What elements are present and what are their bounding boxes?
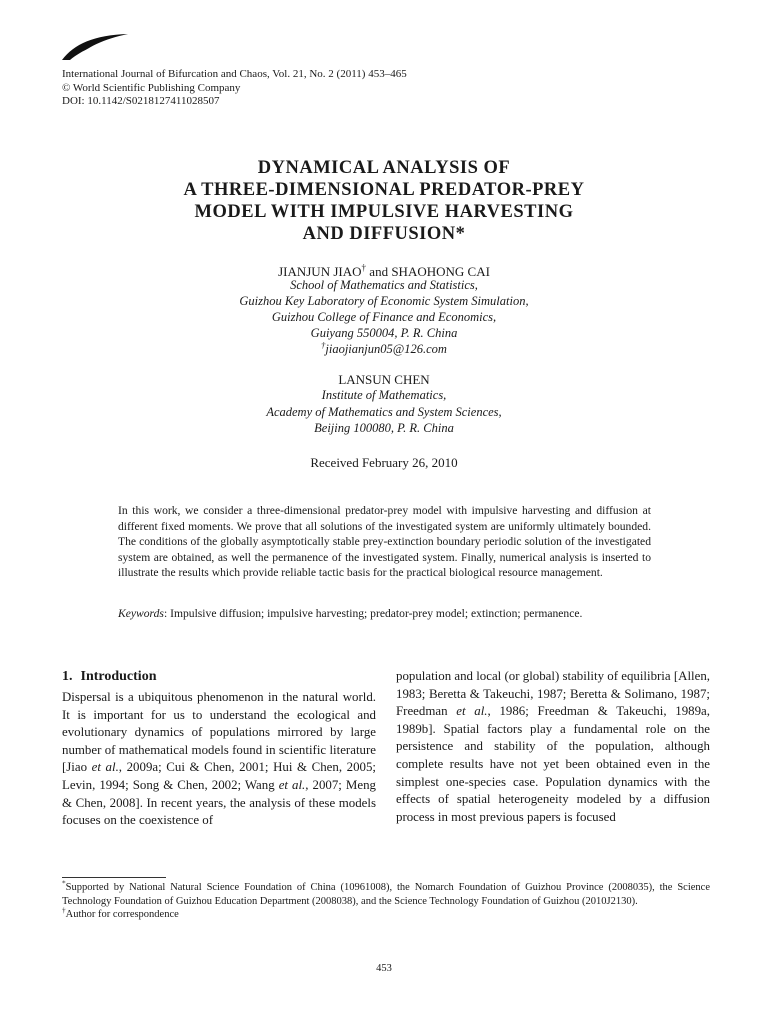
intro-paragraph-right <box>396 668 710 826</box>
email-mark-dagger: † <box>321 339 326 350</box>
intro-right-etal: et al. <box>456 704 488 719</box>
intro-left-etal-2: et al. <box>278 777 306 792</box>
keywords <box>118 606 651 622</box>
section-title: Introduction <box>80 669 157 684</box>
intro-paragraph-left <box>62 689 376 830</box>
title-line-3: MODEL WITH IMPULSIVE HARVESTING <box>194 202 574 222</box>
keywords-separator: : <box>163 607 168 620</box>
footnote-funding <box>62 878 710 908</box>
page-number: 453 <box>376 963 392 974</box>
affiliation-1-line-1: School of Mathematics and Statistics, <box>290 278 478 292</box>
intro-left-text-3: , 2007; Meng & Chen, 2008]. In recent years, the analysis of these models focuses on the coexistence of <box>62 777 376 828</box>
paper-title <box>0 157 768 245</box>
intro-right-text-2: , 1986; Freedman & Takeuchi, 1989a, 1989b]. Spatial factors play a fundamental role on the persistence and stability of the population, although complete results have not yet been obtained even in the simplest one-species case. Population dynamics with the effects of spatial heterogeneity modeled by a diffusion process in most previous papers is focused <box>396 704 710 824</box>
title-line-1: DYNAMICAL ANALYSIS OF <box>257 158 511 178</box>
affiliation-2-line-3: Beijing 100080, P. R. China <box>314 421 454 435</box>
intro-left-etal-1: et al. <box>91 760 119 775</box>
affiliation-2 <box>0 387 768 437</box>
left-column <box>62 668 376 830</box>
author-name-1: JIANJUN JIAO <box>278 264 362 279</box>
footnote-correspondence-mark: † <box>62 905 66 915</box>
journal-citation: International Journal of Bifurcation and Chaos, Vol. 21, No. 2 (2011) 453–465 <box>62 68 407 80</box>
affiliation-1-line-2: Guizhou Key Laboratory of Economic System Simulation, <box>239 294 529 308</box>
footnote-correspondence <box>62 905 710 922</box>
footnotes <box>62 878 710 922</box>
affiliation-1-line-3: Guizhou College of Finance and Economics, <box>271 310 497 324</box>
keywords-label: Keywords <box>118 607 164 620</box>
footnote-funding-mark: * <box>62 878 66 888</box>
right-column <box>396 668 710 826</box>
keywords-text: Impulsive diffusion; impulsive harvesting; predator-prey model; extinction; permanence. <box>170 607 583 620</box>
abstract: In this work, we consider a three-dimensional predator-prey model with impulsive harvesting and diffusion at different fixed moments. We prove that all solutions of the investigated system are uniformly ultimately bounded. The conditions of the globally asymptotically stable prey-extinction boundary periodic solution of the investigated system are obtained, as well the permanence of the investigated system. Finally, numerical analysis is inserted to illustrate the results which provide reliable tactic basis for the practical biological resource management. <box>118 504 651 579</box>
footnote-correspondence-text: Author for correspondence <box>65 909 179 920</box>
journal-logo-icon <box>60 30 130 62</box>
affiliation-1 <box>0 277 768 357</box>
title-line-4: AND DIFFUSION* <box>302 224 466 244</box>
footnote-rule <box>62 877 166 878</box>
footnote-funding-text: Supported by National Natural Science Foundation of China (10961008), the Nomarch Foundation of Guizhou Province (2008035), the Science Technology Foundation of Guizhou Education Department (2008038), and the Science Technology Foundation of Guizhou (2010J2130). <box>62 882 710 907</box>
title-line-2: A THREE-DIMENSIONAL PREDATOR-PREY <box>183 180 585 200</box>
author-name-2: SHAOHONG CAI <box>391 264 490 279</box>
journal-header <box>62 68 407 109</box>
doi-line: DOI: 10.1142/S0218127411028507 <box>62 95 220 107</box>
affiliation-2-line-2: Academy of Mathematics and System Sciences, <box>266 404 502 419</box>
author-email: jiaojianjun05@126.com <box>325 342 447 356</box>
copyright-symbol: © <box>62 81 71 94</box>
author-mark-dagger: † <box>361 262 367 273</box>
intro-right-text-1: population and local (or global) stability of equilibria [Allen, 1983; Beretta & Takeuchi, 1987; Beretta & Solimano, 1987; Freedman <box>396 669 710 719</box>
email-line <box>0 341 768 357</box>
intro-left-text-1: Dispersal is a ubiquitous phenomenon in the natural world. It is important for us to understand the ecological and evolutionary dynamics of populations mirrored by large number of mathematical models found in scientific literature [Jiao <box>62 690 376 775</box>
author-and: and <box>369 264 389 279</box>
affiliation-1-line-4: Guiyang 550004, P. R. China <box>310 326 458 340</box>
publisher-line <box>62 82 407 96</box>
section-heading <box>62 668 376 685</box>
affiliation-2-line-1: Institute of Mathematics, <box>321 388 447 402</box>
author-line-2: LANSUN CHEN <box>338 372 430 387</box>
intro-left-text-2: , 2009a; Cui & Chen, 2001; Hui & Chen, 2005; Levin, 1994; Song & Chen, 2002; Wang <box>62 760 376 792</box>
received-date: Received February 26, 2010 <box>310 455 458 470</box>
publisher-name: World Scientific Publishing Company <box>72 81 241 94</box>
section-number: 1. <box>62 669 73 684</box>
